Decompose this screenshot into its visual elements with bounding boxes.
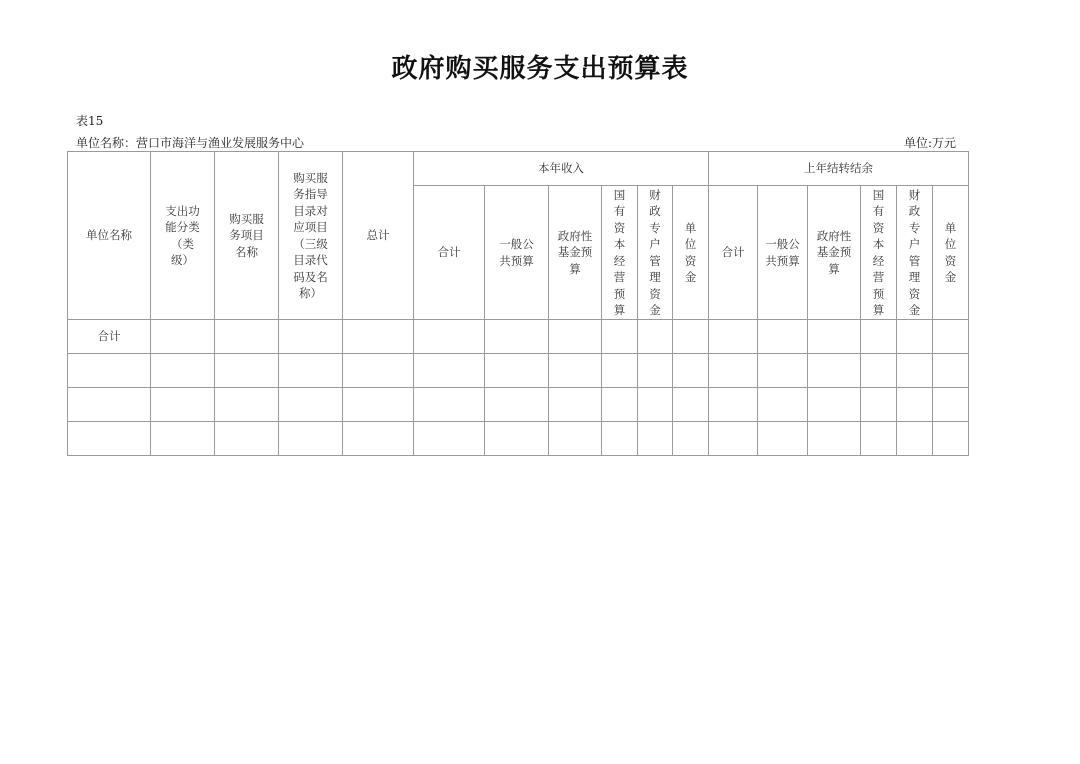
row-label: 合计 [68,320,151,354]
ly-general-budget: 一般公共预算 [758,186,808,320]
ly-state-capital: 国有资本经营预算 [861,186,897,320]
row-label [68,388,151,422]
table-row [68,422,969,456]
unit-name: 单位名称：营口市海洋与渔业发展服务中心 [76,136,305,150]
header-function-class: 支出功能分类（类级） [151,152,215,320]
ly-subtotal: 合计 [709,186,758,320]
header-current-year: 本年收入 [414,152,709,186]
cy-subtotal: 合计 [414,186,485,320]
header-row-1 [68,152,969,186]
header-catalog-item: 购买服务指导目录对应项目（三级目录代码及名称） [279,152,343,320]
table-number: 表15 [76,114,104,128]
table-row [68,388,969,422]
header-project-name: 购买服务项目名称 [215,152,279,320]
cy-state-capital: 国有资本经营预算 [602,186,638,320]
cy-fund-budget: 政府性基金预算 [549,186,602,320]
row-label [68,354,151,388]
table-row [68,320,969,354]
cy-special-account: 财政专户管理资金 [638,186,673,320]
page-title: 政府购买服务支出预算表 [391,54,689,84]
header-total: 总计 [343,152,414,320]
row-label [68,422,151,456]
unit-label: 单位:万元 [904,136,957,150]
table-row [68,354,969,388]
header-last-year: 上年结转结余 [709,152,969,186]
cy-general-budget: 一般公共预算 [485,186,549,320]
ly-fund-budget: 政府性基金预算 [808,186,861,320]
ly-unit-funds: 单位资金 [933,186,969,320]
header-unit-name: 单位名称 [68,152,151,320]
ly-special-account: 财政专户管理资金 [897,186,933,320]
cy-unit-funds: 单位资金 [673,186,709,320]
budget-table [67,151,969,456]
